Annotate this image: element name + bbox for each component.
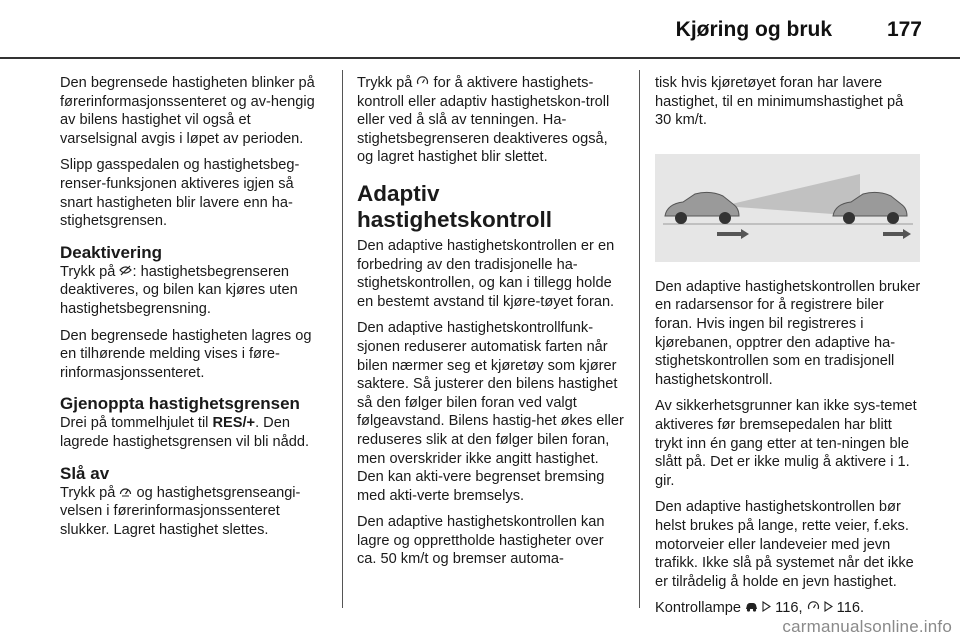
text-column-1 [60, 74, 328, 608]
paragraph: Drei på tommelhjulet til RES/+. Den lagrede hastighetsgrensen vil bli nådd. [60, 415, 310, 450]
section-heading: Gjenoppta hastighetsgrensen [60, 394, 300, 414]
paragraph: Den adaptive hastighetskontrollen bør helst brukes på lange, rette veier, f.eks. motorveier eller landeveier med jevn trafikk. Ikke slå på systemet når det ikke er tilrådelig å holde en jevn hastighet. [655, 499, 914, 590]
paragraph: Kontrollampe 116, 116. [655, 600, 864, 617]
paragraph: Den begrensede hastigheten blinker på førerinformasjonssenteret og av-hengig av bilens hastighet vil også et varselsignal avgis i løpet av perioden. [60, 75, 315, 147]
header-rule [0, 57, 960, 59]
page-reference[interactable]: 116 [775, 600, 799, 617]
column-divider [342, 70, 343, 608]
page-reference-arrow-icon [762, 599, 771, 618]
paragraph: Den adaptive hastighetskontrollfunk-sjonen reduserer automatisk farten når bilen nærmer seg et kjøretøy som kjører saktere. Så justerer den bilens hastighet så den følger bilen foran ved valgt følgeavstand. Bilens hastig-het økes eller reduseres slik at den følger bilen foran, men overskrider ikke angitt hastighet. Den kan akti-vere begrenset bremsing med akti-verte bremselys. [357, 320, 624, 504]
paragraph: Den adaptive hastighetskontrollen bruker en radarsensor for å registrere biler foran. Hvis ingen bil registreres i kjørebanen, opptrer den adaptive ha-stighetskontrollen som en tradisjonell hastighetskontroll. [655, 278, 921, 388]
page-header [0, 0, 960, 58]
paragraph: Trykk på for å aktivere hastighets-kontroll eller adaptiv hastighetskon-troll eller ved å slå av tenningen. Ha-stighetsbegrenseren deaktiveres også, og lagret hastighet blir slettet. [357, 75, 610, 166]
text-column-3 [655, 74, 923, 617]
cruise-on-off-icon [416, 74, 429, 93]
cruise-on-off-icon [807, 599, 820, 618]
chapter-title: Kjøring og bruk [675, 18, 832, 41]
page-reference-arrow-icon [824, 599, 833, 618]
paragraph: tisk hvis kjøretøyet foran har lavere hastighet, til en minimumshastighet på 30 km/t. [655, 75, 904, 129]
paragraph: Trykk på og hastighetsgrenseangi-velsen i førerinformasjonssenteret slukker. Lagret hastighet slettes. [60, 484, 301, 538]
section-heading: Deaktivering [60, 242, 163, 262]
page-reference[interactable]: 116 [836, 600, 860, 617]
paragraph: Trykk på : hastighetsbegrenseren deaktiveres, og bilen kan kjøres uten hastighetsbegrensning. [60, 263, 298, 317]
text-column-2 [357, 74, 625, 608]
paragraph: Slipp gasspedalen og hastighetsbeg-renser-funksjonen aktiveres igjen så snart hastigheten blir lavere enn ha-stighetsgrensen. [60, 157, 300, 230]
section-title: Adaptiv hastighetskontroll [357, 180, 553, 232]
page-number: 177 [886, 18, 922, 41]
cruise-cancel-icon [119, 263, 132, 282]
radar-illustration [655, 154, 920, 262]
watermark: carmanualsonline.info [782, 617, 952, 636]
paragraph: Av sikkerhetsgrunner kan ikke sys-temet aktiveres før bremsepedalen har blitt trykt inn én gang etter at ten-ningen ble slått på. Det er ikke mulig å aktivere i 1. gir. [655, 398, 917, 489]
paragraph: Den adaptive hastighetskontrollen er en forbedring av den tradisjonelle ha-stighetskontrollen, og kan i tillegg holde en bestemt avstand til kjøre-tøyet foran. [357, 237, 615, 310]
paragraph: Den adaptive hastighetskontrollen kan lagre og opprettholde hastigheter over ca. 50 km/t og bremser automa- [357, 514, 605, 568]
car-ahead-icon [745, 599, 758, 618]
button-label-res: RES/+ [212, 415, 256, 432]
column-divider [639, 70, 640, 608]
section-heading: Slå av [60, 463, 110, 483]
speed-limiter-icon [119, 484, 132, 503]
paragraph: Den begrensede hastigheten lagres og en tilhørende melding vises i føre-rinformasjonssenteret. [60, 327, 312, 381]
